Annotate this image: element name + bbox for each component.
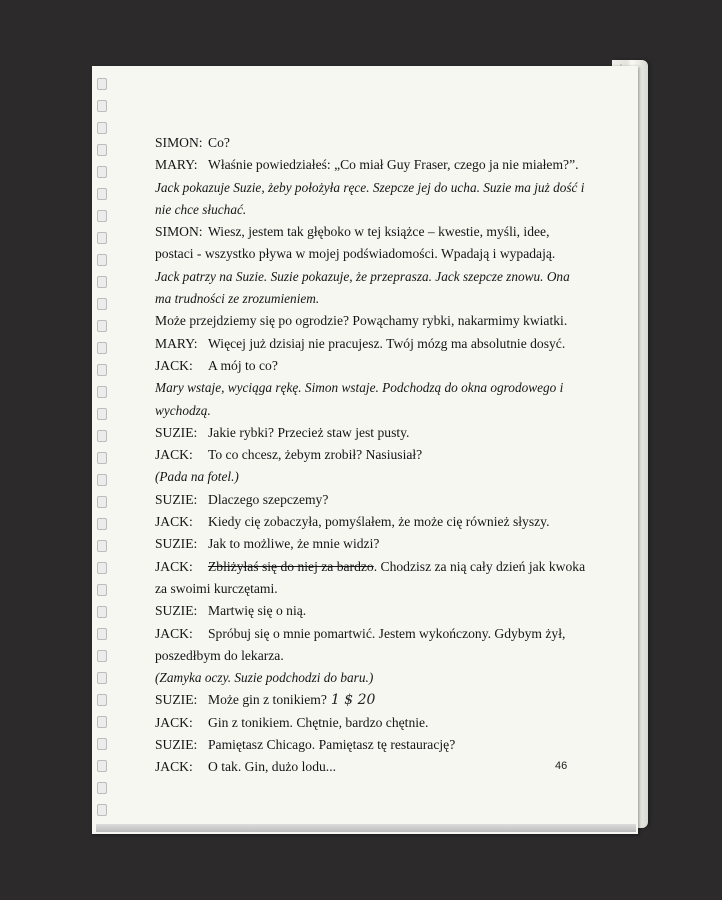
- stage-direction: nie chce słuchać.: [155, 201, 247, 217]
- line-text: Kiedy cię zobaczyła, pomyślałem, że może cię również słyszy.: [208, 514, 550, 530]
- line-text: Jakie rybki? Przecież staw jest pusty.: [208, 424, 410, 440]
- script-line: [155, 734, 595, 756]
- binding-hole: [97, 188, 107, 200]
- line-text: A mój to co?: [208, 357, 278, 373]
- script-line: [155, 578, 595, 600]
- binding-hole: [97, 760, 107, 772]
- binding-hole: [97, 804, 107, 816]
- speaker-name: JACK:: [155, 447, 193, 463]
- line-text: Wiesz, jestem tak głęboko w tej książce – kwestie, myśli, idee,: [208, 224, 550, 240]
- line-text: Jak to możliwe, że mnie widzi?: [208, 536, 380, 552]
- script-line: [155, 511, 595, 533]
- script-line: [155, 533, 595, 555]
- binding-hole: [97, 320, 107, 332]
- binding-hole: [97, 408, 107, 420]
- line-text: Może przejdziemy się po ogrodzie? Powąchamy rybki, nakarmimy kwiatki.: [155, 313, 568, 329]
- binding-hole: [97, 672, 107, 684]
- stage-direction: (Pada na fotel.): [155, 469, 239, 485]
- stage-direction: Jack pokazuje Suzie, żeby położyła ręce. Szepcze jej do ucha. Suzie ma już dość i: [155, 179, 585, 195]
- script-line: [155, 756, 595, 778]
- binding-hole: [97, 364, 107, 376]
- line-text: Co?: [208, 135, 230, 150]
- binding-hole: [97, 166, 107, 178]
- binding-hole: [97, 584, 107, 596]
- line-text: To co chcesz, żebym zrobił? Nasiusiał?: [208, 447, 423, 463]
- script-line: [155, 712, 595, 734]
- speaker-name: SUZIE:: [155, 737, 198, 753]
- binding-hole: [97, 628, 107, 640]
- binding-hole: [97, 606, 107, 618]
- binding-hole: [97, 562, 107, 574]
- script-line: [155, 600, 595, 622]
- speaker-name: MARY:: [155, 157, 198, 173]
- line-text: za swoimi kurczętami.: [155, 580, 278, 596]
- line-text: Właśnie powiedziałeś: „Co miał Guy Fraser, czego ja nie miałem?”.: [208, 157, 579, 173]
- speaker-name: JACK:: [155, 714, 193, 730]
- speaker-name: JACK:: [155, 514, 193, 530]
- speaker-name: SUZIE:: [155, 603, 198, 619]
- stage-direction: ma trudności ze zrozumieniem.: [155, 291, 320, 307]
- binding-hole: [97, 78, 107, 90]
- binding-hole: [97, 518, 107, 530]
- line-text: . Chodzisz za nią cały dzień jak kwoka: [373, 558, 586, 574]
- script-line: [155, 489, 595, 511]
- stage-direction: wychodzą.: [155, 402, 211, 418]
- binding-hole: [97, 452, 107, 464]
- binding-hole: [97, 144, 107, 156]
- binding-hole: [97, 694, 107, 706]
- speaker-name: SIMON:: [155, 224, 203, 240]
- binding-hole: [97, 474, 107, 486]
- script-line: [155, 221, 595, 243]
- script-line: [155, 689, 595, 711]
- script-line: [155, 132, 595, 154]
- line-text: poszedłbym do lekarza.: [155, 647, 284, 663]
- handwritten-note: 1 $ 20: [330, 692, 376, 709]
- binding-hole: [97, 232, 107, 244]
- script-line: [155, 645, 595, 667]
- stage-direction: (Zamyka oczy. Suzie podchodzi do baru.): [155, 670, 374, 686]
- spiral-binding: [94, 78, 108, 824]
- binding-hole: [97, 342, 107, 354]
- script-line: [155, 243, 595, 265]
- binding-hole: [97, 430, 107, 442]
- binding-hole: [97, 738, 107, 750]
- speaker-name: MARY:: [155, 335, 198, 351]
- speaker-name: SUZIE:: [155, 491, 198, 507]
- line-text: Gin z tonikiem. Chętnie, bardzo chętnie.: [208, 714, 429, 730]
- speaker-name: SUZIE:: [155, 424, 198, 440]
- binding-hole: [97, 122, 107, 134]
- stage-direction: Jack patrzy na Suzie. Suzie pokazuje, że przeprasza. Jack szepcze znowu. Ona: [155, 268, 570, 284]
- script-line: [155, 556, 595, 578]
- speaker-name: JACK:: [155, 558, 193, 574]
- speaker-name: JACK:: [155, 625, 193, 641]
- page-bottom-edge: [96, 824, 636, 832]
- script-line: [155, 310, 595, 332]
- binding-hole: [97, 496, 107, 508]
- line-text: Spróbuj się o mnie pomartwić. Jestem wykończony. Gdybym żył,: [208, 625, 566, 641]
- speaker-name: SIMON:: [155, 135, 203, 150]
- struck-text: Zbliżyłaś się do niej za bardzo: [208, 558, 374, 574]
- line-text: postaci - wszystko pływa w mojej podświadomości. Wpadają i wypadają.: [155, 246, 556, 262]
- binding-hole: [97, 210, 107, 222]
- line-text: Więcej już dzisiaj nie pracujesz. Twój mózg ma absolutnie dosyć.: [208, 335, 566, 351]
- binding-hole: [97, 540, 107, 552]
- binding-hole: [97, 650, 107, 662]
- page-number: 46: [555, 760, 568, 772]
- binding-hole: [97, 716, 107, 728]
- binding-hole: [97, 276, 107, 288]
- script-line: [155, 623, 595, 645]
- script-line: [155, 355, 595, 377]
- line-text: Może gin z tonikiem?: [208, 692, 327, 708]
- speaker-name: JACK:: [155, 357, 193, 373]
- binding-hole: [97, 100, 107, 112]
- script-line: [155, 154, 595, 176]
- speaker-name: SUZIE:: [155, 536, 198, 552]
- stage-direction: Mary wstaje, wyciąga rękę. Simon wstaje. Podchodzą do okna ogrodowego i: [155, 380, 564, 396]
- line-text: Dlaczego szepczemy?: [208, 491, 329, 507]
- binding-hole: [97, 782, 107, 794]
- script-line: [155, 333, 595, 355]
- script-line: [155, 444, 595, 466]
- speaker-name: SUZIE:: [155, 692, 198, 708]
- line-text: Pamiętasz Chicago. Pamiętasz tę restaurację?: [208, 737, 456, 753]
- script-text: [155, 132, 595, 779]
- speaker-name: JACK:: [155, 759, 193, 775]
- line-text: O tak. Gin, dużo lodu...: [208, 759, 336, 775]
- binding-hole: [97, 254, 107, 266]
- binding-hole: [97, 386, 107, 398]
- line-text: Martwię się o nią.: [208, 603, 307, 619]
- script-line: [155, 422, 595, 444]
- binding-hole: [97, 298, 107, 310]
